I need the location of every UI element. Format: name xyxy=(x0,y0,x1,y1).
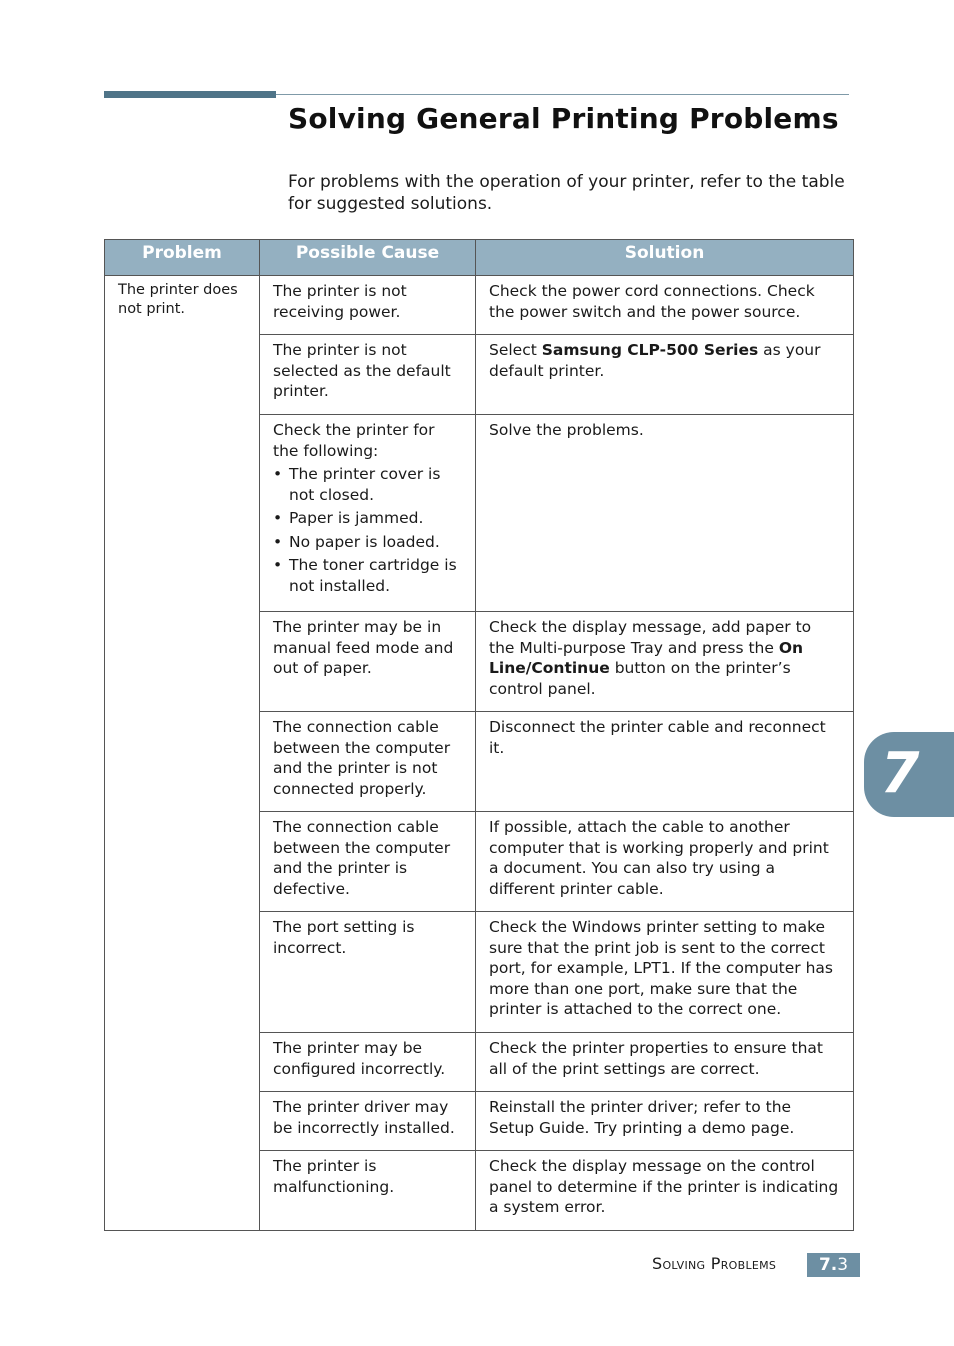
troubleshooting-table xyxy=(104,239,854,1231)
header-problem: Problem xyxy=(105,240,260,276)
solution-cell: Solve the problems. xyxy=(476,415,854,612)
cause-cell: The port setting is incorrect. xyxy=(260,912,476,1033)
cause-cell: The connection cable between the computer and the printer is defective. xyxy=(260,812,476,912)
cause-cell xyxy=(260,415,476,612)
solution-text: button on the printer’s control panel. xyxy=(489,659,791,698)
header-solution: Solution xyxy=(476,240,854,276)
problem-cell: The printer does not print. xyxy=(105,276,260,1231)
header-possible-cause: Possible Cause xyxy=(260,240,476,276)
chapter-number: 7 xyxy=(880,741,920,806)
solution-cell: Check the printer properties to ensure that all of the print settings are correct. xyxy=(476,1033,854,1092)
solution-cell: Reinstall the printer driver; refer to the Setup Guide. Try printing a demo page. xyxy=(476,1092,854,1151)
solution-cell: Check the power cord connections. Check the power switch and the power source. xyxy=(476,276,854,335)
solution-cell xyxy=(476,612,854,712)
solution-cell: If possible, attach the cable to another computer that is working properly and print a document. You can also try using a different printer cable. xyxy=(476,812,854,912)
printer-name-emphasis: Samsung CLP-500 Series xyxy=(541,341,759,359)
check-list-item: • The printer cover is not closed. xyxy=(273,464,463,505)
cause-cell: The connection cable between the computer and the printer is not connected properly. xyxy=(260,712,476,812)
table-header-row xyxy=(105,240,854,276)
page-title: Solving General Printing Problems xyxy=(288,102,839,135)
solution-cell: Check the display message on the control panel to determine if the printer is indicating a system error. xyxy=(476,1151,854,1231)
cause-cell: The printer is malfunctioning. xyxy=(260,1151,476,1231)
footer-page: 3 xyxy=(837,1255,849,1275)
cause-cell: The printer is not selected as the default printer. xyxy=(260,335,476,415)
cause-cell: The printer may be configured incorrectly. xyxy=(260,1033,476,1092)
chapter-tab xyxy=(864,732,954,817)
page-number-badge xyxy=(807,1253,860,1277)
header-rule-thin xyxy=(276,94,849,95)
solution-text: as your default printer. xyxy=(489,341,821,380)
button-name-emphasis: On Line/Continue xyxy=(489,638,804,677)
check-list-item: • Paper is jammed. xyxy=(273,508,463,529)
solution-cell: Disconnect the printer cable and reconnect it. xyxy=(476,712,854,812)
solution-cell: Check the Windows printer setting to make sure that the print job is sent to the correct port, for example, LPT1. If the computer has more than one port, make sure that the printer is attached to the correct one. xyxy=(476,912,854,1033)
cause-cell: The printer is not receiving power. xyxy=(260,276,476,335)
intro-paragraph: For problems with the operation of your printer, refer to the table for suggested solutions. xyxy=(288,172,845,214)
solution-text: Select xyxy=(489,341,542,359)
solution-cell xyxy=(476,335,854,415)
solution-text: Check the display message, add paper to the Multi-purpose Tray and press the xyxy=(489,618,812,657)
footer-section-label: Solving Problems xyxy=(652,1254,777,1273)
cause-cell: The printer driver may be incorrectly installed. xyxy=(260,1092,476,1151)
footer-chapter: 7. xyxy=(818,1255,838,1275)
table-row xyxy=(105,276,854,335)
check-list-item: • No paper is loaded. xyxy=(273,532,463,553)
check-list-item: • The toner cartridge is not installed. xyxy=(273,555,463,596)
header-rule-thick xyxy=(104,91,276,98)
cause-intro: Check the printer for the following: xyxy=(273,421,435,460)
cause-cell: The printer may be in manual feed mode and out of paper. xyxy=(260,612,476,712)
check-list xyxy=(273,464,463,596)
